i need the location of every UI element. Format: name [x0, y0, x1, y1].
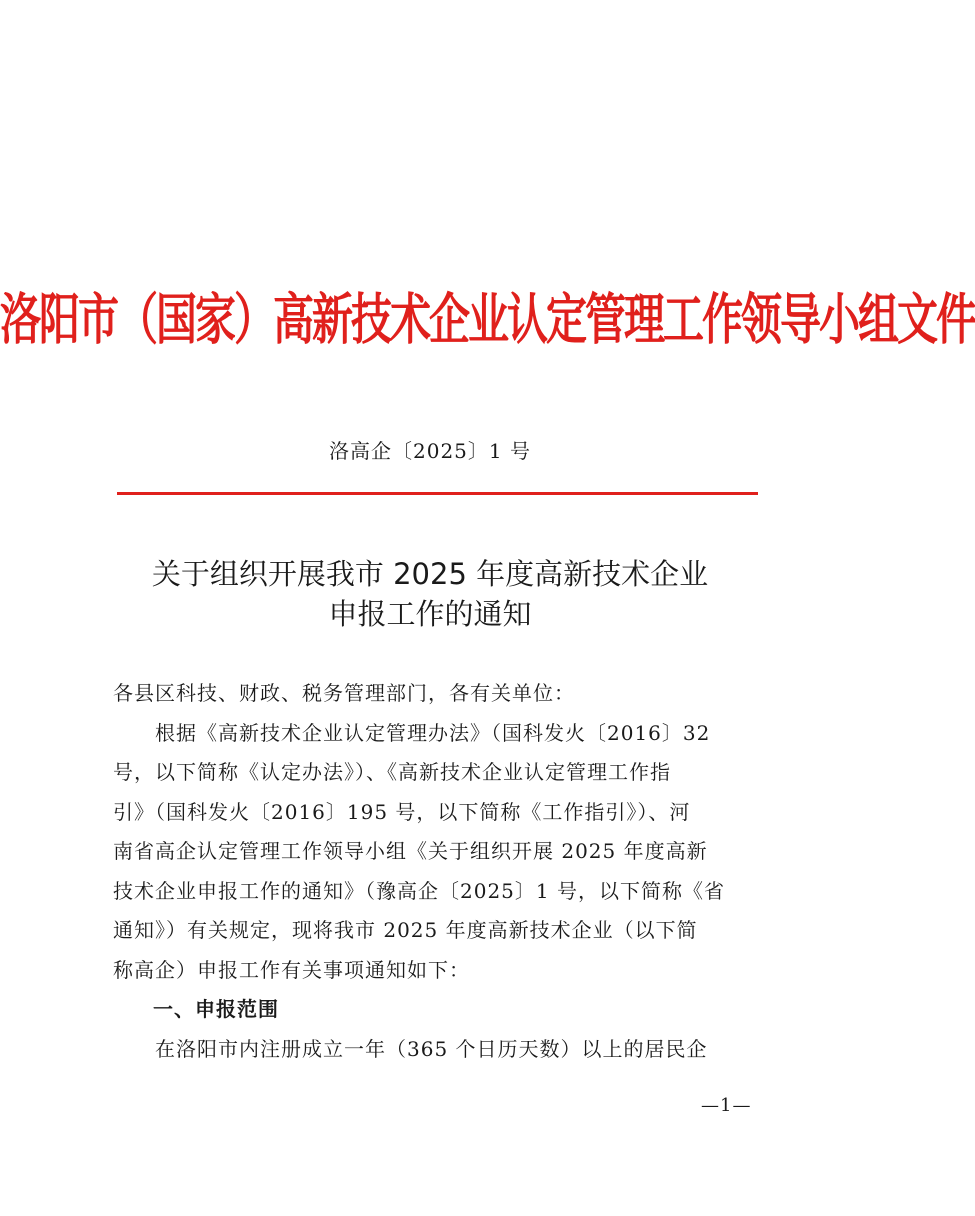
page-number: —1— — [701, 1095, 752, 1116]
paragraph-line: 根据《高新技术企业认定管理办法》（国科发火〔2016〕32 — [155, 720, 711, 745]
document-header-title: 洛阳市（国家）高新技术企业认定管理工作领导小组文件 — [0, 287, 975, 353]
document-number: 洛高企〔2025〕1 号 — [329, 439, 531, 463]
notice-title-line-1: 关于组织开展我市 2025 年度高新技术企业 — [151, 557, 709, 591]
paragraph-line: 称高企）申报工作有关事项通知如下： — [113, 957, 470, 982]
section-heading: 一、申报范围 — [153, 997, 279, 1021]
salutation: 各县区科技、财政、税务管理部门，各有关单位： — [113, 681, 575, 705]
paragraph-line: 通知》）有关规定，现将我市 2025 年度高新技术企业（以下简 — [113, 918, 698, 942]
notice-title — [0, 554, 860, 634]
notice-body — [113, 674, 749, 1069]
red-divider-line — [117, 492, 758, 495]
paragraph-line: 引》（国科发火〔2016〕195 号，以下简称《工作指引》）、河 — [113, 799, 691, 824]
paragraph-line: 号，以下简称《认定办法》）、《高新技术企业认定管理工作指 — [113, 760, 671, 784]
paragraph-line: 在洛阳市内注册成立一年（365 个日历天数）以上的居民企 — [155, 1036, 708, 1061]
paragraph-line: 技术企业申报工作的通知》（豫高企〔2025〕1 号，以下简称《省 — [113, 878, 725, 903]
notice-title-line-2: 申报工作的通知 — [328, 597, 532, 631]
paragraph-line: 南省高企认定管理工作领导小组《关于组织开展 2025 年度高新 — [113, 839, 708, 863]
